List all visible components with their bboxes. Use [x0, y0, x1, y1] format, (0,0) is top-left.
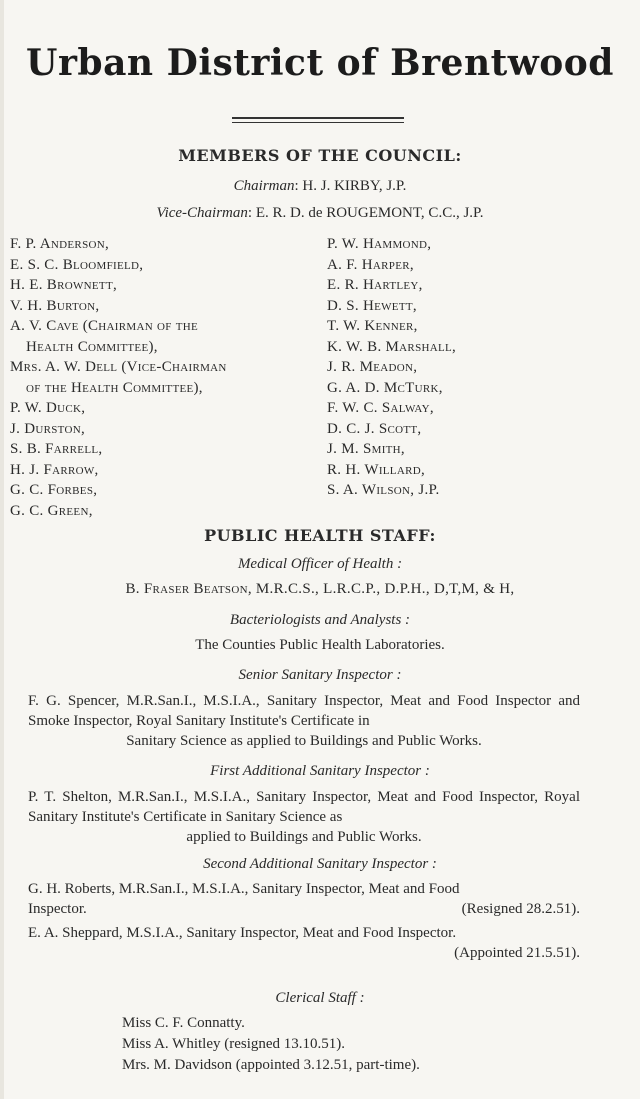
chairman-label: Chairman: [233, 178, 295, 194]
second-inspector-text: [28, 879, 580, 963]
member-entry: P. W. Duck,: [10, 400, 86, 416]
second-inspector-label: Second Additional Sanitary Inspector :: [203, 856, 437, 872]
second-inspector-line-2: [28, 899, 580, 919]
clerical-entry: Miss C. F. Connatty.: [122, 1015, 245, 1031]
member-entry: P. W. Hammond,: [327, 236, 432, 252]
member-entry: H. J. Farrow,: [10, 461, 99, 478]
staff-heading: PUBLIC HEALTH STAFF:: [204, 526, 436, 545]
clerical-label: Clerical Staff :: [275, 990, 365, 1006]
first-inspector-text-end: applied to Buildings and Public Works.: [186, 829, 422, 845]
member-entry: F. P. Anderson,: [10, 236, 110, 252]
resigned-date: (Resigned 28.2.51).: [461, 901, 580, 917]
first-inspector-text: P. T. Shelton, M.R.San.I., M.S.I.A., Sanitary Inspector, Meat and Food Inspector, Royal Sanitary Institute's Certificate in Sanitary Science as: [28, 789, 580, 825]
member-entry: V. H. Burton,: [10, 297, 100, 314]
member-entry: A. F. Harper,: [327, 256, 414, 273]
chairman-sep: :: [294, 178, 299, 194]
member-entry: E. S. C. Bloomfield,: [10, 256, 144, 273]
member-entry: F. W. C. Salway,: [327, 400, 434, 416]
council-heading: MEMBERS OF THE COUNCIL:: [178, 146, 462, 165]
member-entry: D. C. J. Scott,: [327, 420, 422, 437]
page-title: Urban District of Brentwood: [26, 42, 614, 84]
title-rule-bottom: [232, 122, 404, 123]
clerical-entry: Mrs. M. Davidson (appointed 3.12.51, part-time).: [122, 1057, 420, 1073]
second-inspector-line-1: G. H. Roberts, M.R.San.I., M.S.I.A., Sanitary Inspector, Meat and Food: [28, 881, 460, 897]
member-entry: S. A. Wilson, J.P.: [327, 482, 440, 498]
member-entry: Health Committee),: [26, 338, 158, 355]
member-entry: H. E. Brownett,: [10, 277, 118, 293]
appointed-date: (Appointed 21.5.51).: [454, 945, 580, 961]
vice-chairman-label: Vice-Chairman: [156, 205, 248, 221]
clerical-entry: Miss A. Whitley (resigned 13.10.51).: [122, 1036, 346, 1052]
member-entry: Mrs. A. W. Dell (Vice-Chairman: [10, 359, 227, 375]
member-entry: J. Durston,: [10, 420, 86, 437]
member-entry: T. W. Kenner,: [327, 318, 418, 334]
bacteriologists-text: The Counties Public Health Laboratories.: [195, 637, 445, 653]
first-inspector-label: First Additional Sanitary Inspector :: [210, 763, 430, 779]
second-inspector-line-3: E. A. Sheppard, M.S.I.A., Sanitary Inspector, Meat and Food Inspector.: [28, 925, 457, 941]
bacteriologists-label: Bacteriologists and Analysts :: [229, 612, 411, 628]
vice-chairman-sep: :: [247, 205, 253, 221]
member-entry: G. C. Green,: [10, 502, 93, 519]
member-entry: E. R. Hartley,: [327, 277, 423, 293]
title-rule-top: [232, 117, 404, 119]
member-entry: G. C. Forbes,: [10, 482, 98, 498]
vice-chairman-name: E. R. D. de ROUGEMONT, C.C., J.P.: [255, 205, 484, 221]
member-entry: of the Health Committee),: [26, 379, 203, 396]
chairman-name: H. J. KIRBY, J.P.: [302, 178, 407, 194]
member-entry: K. W. B. Marshall,: [327, 338, 457, 355]
member-entry: J. M. Smith,: [327, 441, 405, 457]
senior-inspector-text: F. G. Spencer, M.R.San.I., M.S.I.A., Sanitary Inspector, Meat and Food Inspector and Smoke Inspector, Royal Sanitary Institute's Certificate in: [28, 693, 580, 729]
member-entry: J. R. Meadon,: [327, 359, 418, 375]
member-entry: R. H. Willard,: [327, 461, 426, 478]
vice-chairman-line: [0, 205, 640, 222]
moh-text: B. Fraser Beatson, M.R.C.S., L.R.C.P., D.P.H., D,T,M, & H,: [125, 581, 515, 597]
second-inspector-inspector: Inspector.: [28, 901, 87, 917]
clerical-list: [122, 1013, 420, 1076]
senior-inspector-text-end: Sanitary Science as applied to Buildings and Public Works.: [126, 733, 482, 749]
moh-label: Medical Officer of Health :: [237, 556, 403, 572]
council-members-right: [327, 234, 456, 501]
member-entry: D. S. Hewett,: [327, 297, 417, 314]
member-entry: A. V. Cave (Chairman of the: [10, 318, 199, 334]
chairman-line: [0, 178, 640, 195]
council-members-left: [10, 234, 227, 521]
senior-inspector-label: Senior Sanitary Inspector :: [238, 667, 402, 683]
member-entry: S. B. Farrell,: [10, 441, 103, 457]
member-entry: G. A. D. McTurk,: [327, 379, 443, 396]
